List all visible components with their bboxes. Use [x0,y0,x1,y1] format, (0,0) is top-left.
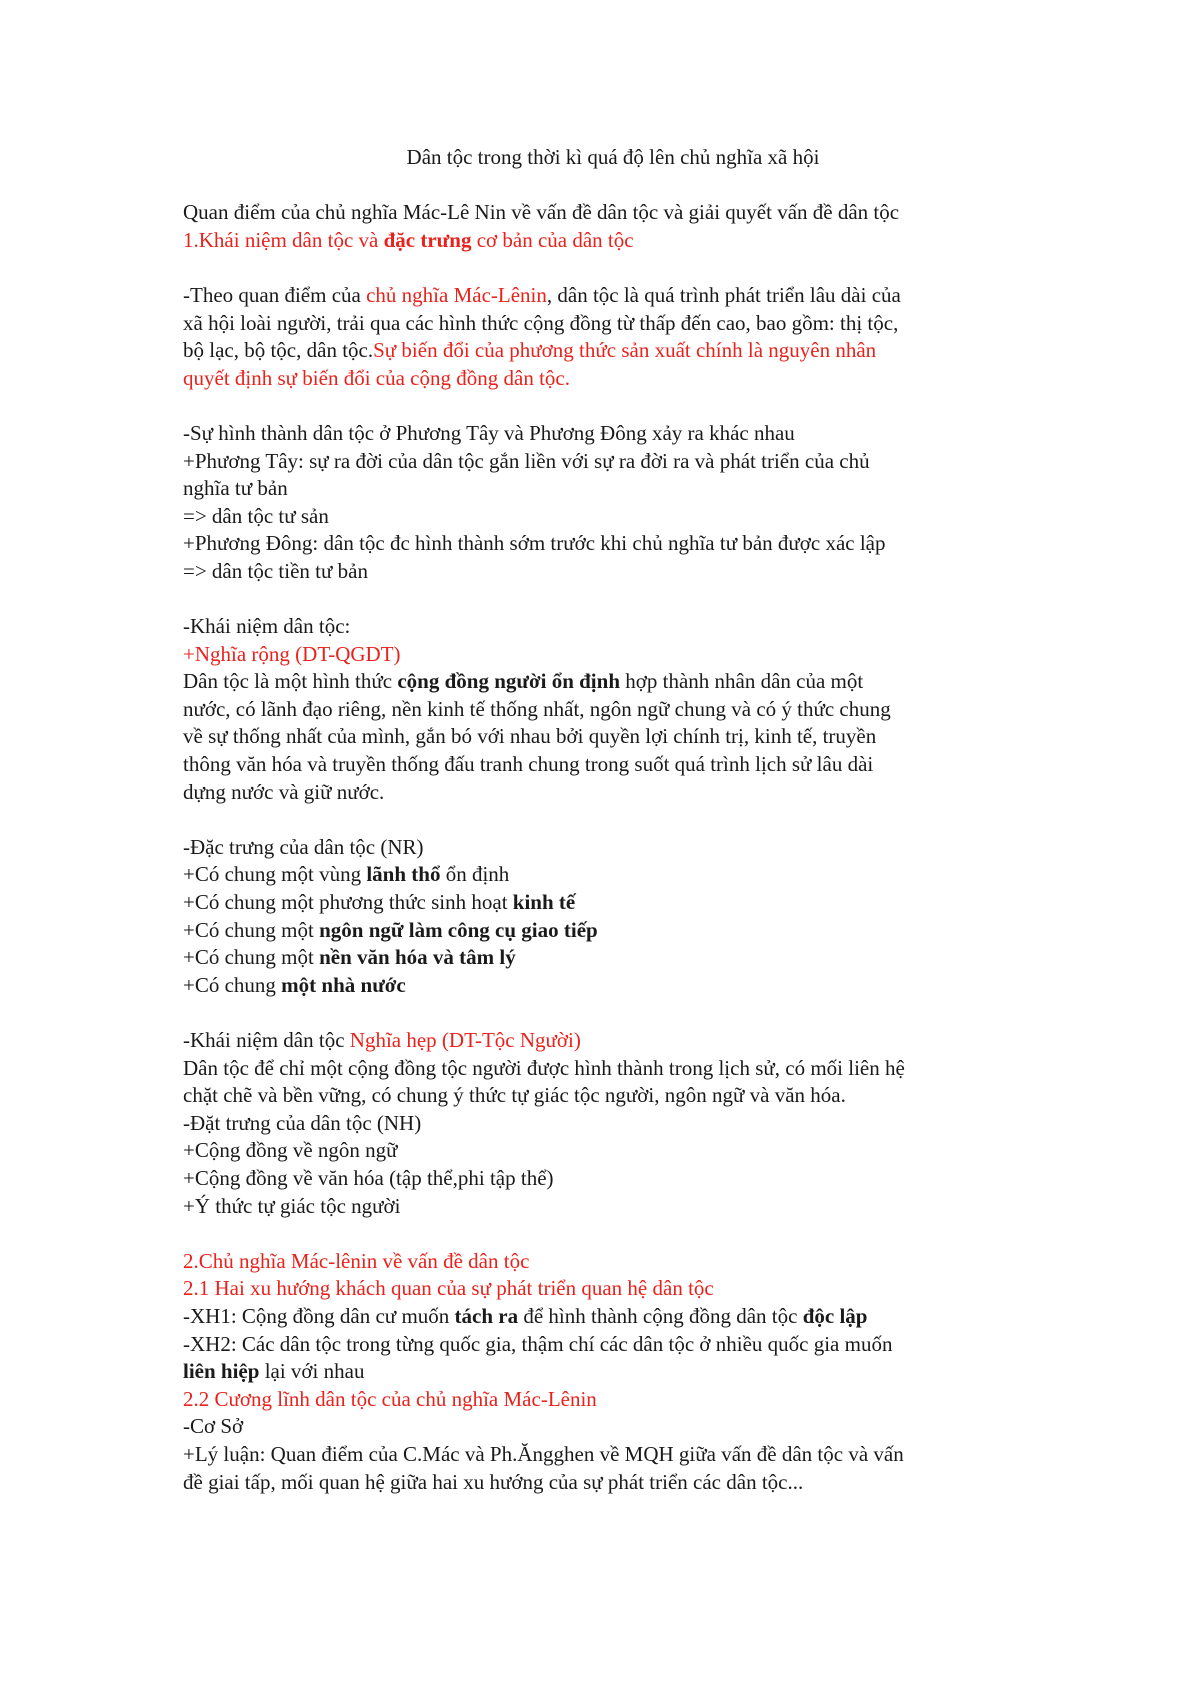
paragraph-line: => dân tộc tư sản [183,503,329,528]
paragraph-line [183,668,1043,696]
paragraph-line [183,337,1043,365]
paragraph-line [183,972,1043,1000]
document-title: Dân tộc trong thời kì quá độ lên chủ nghĩa xã hội [406,145,820,169]
paragraph-line: -Sự hình thành dân tộc ở Phương Tây và Phương Đông xảy ra khác nhau [183,420,795,445]
spacer [183,254,1043,282]
bold-text-span: kinh tế [512,890,576,915]
paragraph-line [183,917,1043,945]
spacer [183,586,1043,614]
spacer [183,806,1043,834]
bold-text-span: lãnh thổ [366,862,441,887]
spacer [183,392,1043,420]
bold-text-span: cộng đồng người ổn định [397,669,620,694]
text-span: +Có chung [183,972,282,997]
paragraph-line: -Cơ Sở [183,1414,244,1439]
spacer [183,172,1043,200]
paragraph-line: +Phương Tây: sự ra đời của dân tộc gắn liền với sự ra đời ra và phát triển của chủ [183,448,870,473]
section-1-heading [183,227,1043,255]
paragraph-line: -Đặt trưng của dân tộc (NH) [183,1110,422,1135]
paragraph-line: -Đặc trưng của dân tộc (NR) [183,834,424,859]
paragraph-line: +Phương Đông: dân tộc đc hình thành sớm trước khi chủ nghĩa tư bản được xác lập [183,531,886,556]
paragraph-line: chặt chẽ và bền vững, có chung ý thức tự giác tộc người, ngôn ngữ và văn hóa. [183,1083,846,1108]
text-span: bộ lạc, bộ tộc, dân tộc. [183,338,374,363]
text-span: , dân tộc là quá trình phát triển lâu dài của [546,282,901,307]
text-span: -XH1: Cộng đồng dân cư muốn [183,1303,455,1328]
text-span: ổn định [440,862,510,887]
paragraph-line: về sự thống nhất của mình, gắn bó với nhau bởi quyền lợi chính trị, kinh tế, truyền [183,724,877,749]
bold-text-span: liên hiệp [183,1359,260,1384]
paragraph-line [183,1027,1043,1055]
paragraph-line: +Ý thức tự giác tộc người [183,1193,401,1218]
red-text-span: Sự biến đổi của phương thức sản xuất chính là nguyên nhân [373,338,877,363]
bold-text-span: ngôn ngữ làm công cụ giao tiếp [319,917,598,942]
text-span: +Có chung một [183,945,320,970]
spacer [183,1220,1043,1248]
bold-text-span: nền văn hóa và tâm lý [319,945,516,970]
paragraph-line: +Cộng đồng về ngôn ngữ [183,1138,398,1163]
paragraph-line: thông văn hóa và truyền thống đấu tranh chung trong suốt quá trình lịch sử lâu dài [183,752,874,777]
section-2-1-heading: 2.1 Hai xu hướng khách quan của sự phát triển quan hệ dân tộc [183,1276,714,1301]
paragraph-line: -Khái niệm dân tộc: [183,614,351,639]
paragraph-line: xã hội loài người, trải qua các hình thức cộng đồng từ thấp đến cao, bao gồm: thị tộc, [183,310,899,335]
bold-text-span: độc lập [802,1303,868,1328]
paragraph-line: -XH2: Các dân tộc trong từng quốc gia, thậm chí các dân tộc ở nhiều quốc gia muốn [183,1331,893,1356]
paragraph-line: nghĩa tư bản [183,476,288,501]
text-span: +Có chung một [183,917,320,942]
paragraph-line: dựng nước và giữ nước. [183,779,385,804]
paragraph-line [183,282,1043,310]
red-text-span: chủ nghĩa Mác-Lênin [366,282,547,307]
paragraph-line: +Lý luận: Quan điểm của C.Mác và Ph.Ăngghen về MQH giữa vấn đề dân tộc và vấn [183,1441,904,1466]
bold-text-span: một nhà nước [281,972,406,997]
paragraph-line [183,1358,1043,1386]
paragraph-line [183,1303,1043,1331]
heading-text: 1.Khái niệm dân tộc và [183,227,384,252]
bold-text-span: tách ra [454,1303,519,1328]
spacer [183,999,1043,1027]
intro-line: Quan điểm của chủ nghĩa Mác-Lê Nin về vấn đề dân tộc và giải quyết vấn đề dân tộc [183,200,900,225]
paragraph-line: => dân tộc tiền tư bản [183,558,368,583]
paragraph-line: +Cộng đồng về văn hóa (tập thể,phi tập thể) [183,1165,554,1190]
text-span: lại với nhau [259,1359,365,1384]
paragraph-line [183,944,1043,972]
text-span: +Có chung một phương thức sinh hoạt [183,890,513,915]
text-span: -Khái niệm dân tộc [183,1028,350,1052]
text-span: để hình thành cộng đồng dân tộc [518,1303,803,1328]
red-text-span: Nghĩa hẹp (DT-Tộc Người) [349,1028,581,1052]
paragraph-line: đề giai tấp, mối quan hệ giữa hai xu hướng của sự phát triển các dân tộc... [183,1469,804,1494]
paragraph-line [183,889,1043,917]
text-span: -Theo quan điểm của [183,282,367,307]
heading-text: cơ bản của dân tộc [471,227,634,252]
paragraph-line: nước, có lãnh đạo riêng, nền kinh tế thống nhất, ngôn ngữ chung và có ý thức chung [183,696,891,721]
section-2-heading: 2.Chủ nghĩa Mác-lênin về vấn đề dân tộc [183,1248,530,1273]
section-2-2-heading: 2.2 Cương lĩnh dân tộc của chủ nghĩa Mác-Lênin [183,1386,597,1411]
text-span: hợp thành nhân dân của một [620,669,864,694]
paragraph-line [183,861,1043,889]
document-page [183,144,1043,1496]
text-span: +Có chung một vùng [183,862,367,887]
paragraph-line: quyết định sự biến đổi của cộng đồng dân tộc. [183,365,570,390]
heading-bold-text: đặc trưng [383,227,472,252]
paragraph-line: +Nghĩa rộng (DT-QGDT) [183,641,401,666]
paragraph-line: Dân tộc để chỉ một cộng đồng tộc người được hình thành trong lịch sử, có mối liên hệ [183,1055,905,1080]
text-span: Dân tộc là một hình thức [183,669,398,694]
